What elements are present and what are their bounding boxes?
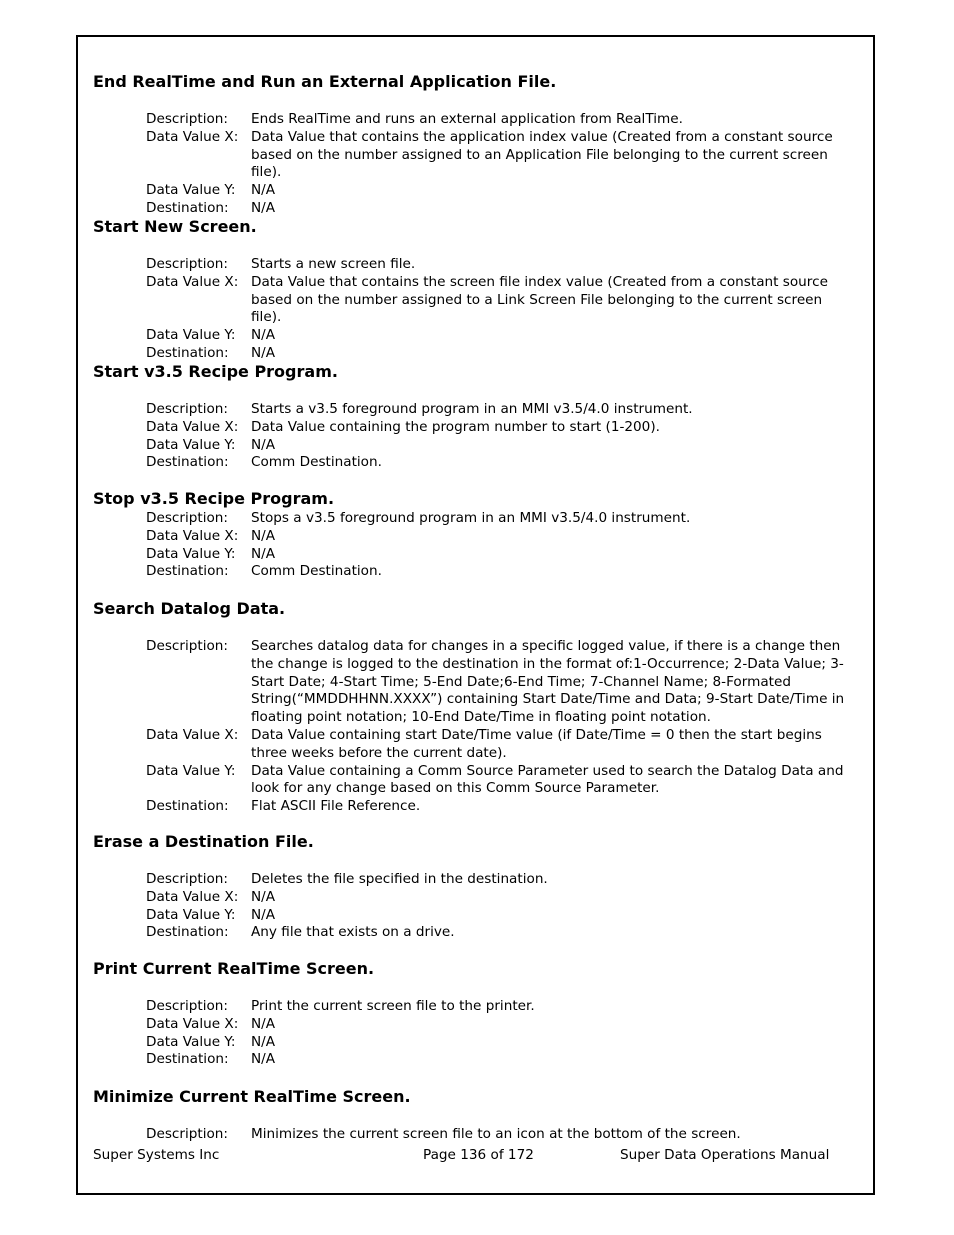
field-row: [146, 998, 853, 1016]
field-value: Ends RealTime and runs an external application from RealTime.: [251, 111, 683, 127]
field-row: [146, 889, 853, 907]
field-label: Destination:: [146, 563, 229, 580]
field-row: [146, 345, 853, 363]
field-row: [146, 111, 853, 129]
field-value: Data Value containing the program number to start (1-200).: [251, 418, 660, 435]
section-heading: Stop v3.5 Recipe Program.: [93, 489, 335, 508]
section-heading: Search Datalog Data.: [93, 599, 286, 618]
field-value: Data Value containing start Date/Time value (if Date/Time = 0 then the start begins three weeks before the current date).: [251, 726, 822, 761]
field-label: Data Value Y:: [146, 1033, 236, 1050]
field-row: [146, 200, 853, 218]
field-row: [146, 510, 853, 528]
field-value: N/A: [251, 182, 276, 199]
field-label: Destination:: [146, 798, 229, 815]
section-heading: Print Current RealTime Screen.: [93, 959, 375, 978]
field-label: Description:: [146, 401, 229, 417]
field-value: N/A: [251, 888, 276, 905]
field-value: Comm Destination.: [251, 563, 382, 580]
field-value: Searches datalog data for changes in a specific logged value, if there is a change then the change is logged to the destination in the format of:1-Occurrence; 2-Data Value; 3-Start Date; 4-Start Time; 5-End Date;6-End Time; 7-Channel Name; 8-Formated String(“MMDDHHNN.XXXX”) containing Start Date/Time and Data; 9-Start Date/Time in floating point notation; 10-End Date/Time in floating point notation.: [251, 638, 845, 726]
field-value: N/A: [251, 199, 276, 216]
field-row: [146, 1034, 853, 1052]
field-row: [146, 454, 853, 472]
field-value: Data Value containing a Comm Source Parameter used to search the Datalog Data and look for any change based on this Comm Source Parameter.: [251, 762, 844, 797]
field-row: [146, 327, 853, 345]
field-value: Comm Destination.: [251, 454, 382, 471]
field-row: [146, 419, 853, 437]
field-value: Any file that exists on a drive.: [251, 924, 455, 941]
field-row: [146, 563, 853, 581]
field-label: Destination:: [146, 454, 229, 471]
field-value: Stops a v3.5 foreground program in an MMI v3.5/4.0 instrument.: [251, 510, 691, 526]
field-row: [146, 546, 853, 564]
section-heading: End RealTime and Run an External Application File.: [93, 72, 557, 91]
field-value: Minimizes the current screen file to an icon at the bottom of the screen.: [251, 1126, 741, 1142]
field-row: [146, 129, 853, 182]
field-value: Starts a new screen file.: [251, 256, 416, 272]
field-value: N/A: [251, 906, 276, 923]
field-row: [146, 401, 853, 419]
field-label: Description:: [146, 256, 229, 272]
field-label: Data Value X:: [146, 1015, 239, 1032]
field-value: Starts a v3.5 foreground program in an MMI v3.5/4.0 instrument.: [251, 401, 693, 417]
section-print-screen: [93, 959, 853, 1069]
section-heading: Start New Screen.: [93, 217, 257, 236]
field-label: Data Value Y:: [146, 545, 236, 562]
field-row: [146, 727, 853, 763]
section-start-new-screen: [93, 217, 853, 363]
field-label: Data Value X:: [146, 527, 239, 544]
field-label: Destination:: [146, 199, 229, 216]
field-label: Data Value X:: [146, 888, 239, 905]
field-value: N/A: [251, 1033, 276, 1050]
section-stop-recipe-program: [93, 489, 853, 581]
field-value: Deletes the file specified in the destination.: [251, 871, 548, 887]
field-value: Data Value that contains the screen file index value (Created from a constant source based on the number assigned to a Link Screen File belonging to the current screen file).: [251, 273, 828, 326]
field-label: Data Value X:: [146, 418, 239, 435]
field-value: N/A: [251, 527, 276, 544]
field-row: [146, 1016, 853, 1034]
section-erase-destination: [93, 832, 853, 942]
field-label: Data Value Y:: [146, 327, 236, 344]
field-value: Data Value that contains the application index value (Created from a constant source based on the number assigned to an Application File belonging to the current screen file).: [251, 128, 833, 181]
field-label: Data Value X:: [146, 273, 239, 290]
field-row: [146, 763, 853, 799]
field-row: [146, 907, 853, 925]
field-value: N/A: [251, 545, 276, 562]
field-label: Description:: [146, 638, 229, 654]
field-row: [146, 437, 853, 455]
footer-company: Super Systems Inc: [93, 1147, 220, 1163]
field-value: N/A: [251, 344, 276, 361]
field-row: [146, 528, 853, 546]
field-value: N/A: [251, 1015, 276, 1032]
section-heading: Erase a Destination File.: [93, 832, 314, 851]
field-label: Description:: [146, 871, 229, 887]
field-label: Description:: [146, 1126, 229, 1142]
field-row: [146, 638, 853, 727]
field-value: N/A: [251, 436, 276, 453]
field-label: Data Value Y:: [146, 182, 236, 199]
field-label: Destination:: [146, 924, 229, 941]
field-value: N/A: [251, 1051, 276, 1068]
field-label: Destination:: [146, 344, 229, 361]
field-label: Data Value Y:: [146, 762, 236, 779]
field-row: [146, 256, 853, 274]
field-label: Destination:: [146, 1051, 229, 1068]
section-search-datalog: [93, 599, 853, 816]
field-row: [146, 924, 853, 942]
field-label: Description:: [146, 998, 229, 1014]
field-value: Flat ASCII File Reference.: [251, 798, 421, 815]
field-value: N/A: [251, 327, 276, 344]
field-label: Description:: [146, 111, 229, 127]
field-label: Data Value Y:: [146, 436, 236, 453]
field-value: Print the current screen file to the printer.: [251, 998, 535, 1014]
section-heading: Start v3.5 Recipe Program.: [93, 362, 338, 381]
field-label: Description:: [146, 510, 229, 526]
field-row: [146, 274, 853, 327]
field-label: Data Value Y:: [146, 906, 236, 923]
section-minimize-screen: [93, 1087, 853, 1144]
field-row: [146, 182, 853, 200]
field-row: [146, 798, 853, 816]
section-start-recipe-program: [93, 362, 853, 472]
field-label: Data Value X:: [146, 128, 239, 145]
field-label: Data Value X:: [146, 726, 239, 743]
section-heading: Minimize Current RealTime Screen.: [93, 1087, 411, 1106]
field-row: [146, 1126, 853, 1144]
field-row: [146, 1051, 853, 1069]
footer-manual-title: Super Data Operations Manual: [620, 1147, 830, 1163]
section-end-realtime: [93, 72, 853, 218]
field-row: [146, 871, 853, 889]
footer-page-number: Page 136 of 172: [423, 1147, 534, 1163]
